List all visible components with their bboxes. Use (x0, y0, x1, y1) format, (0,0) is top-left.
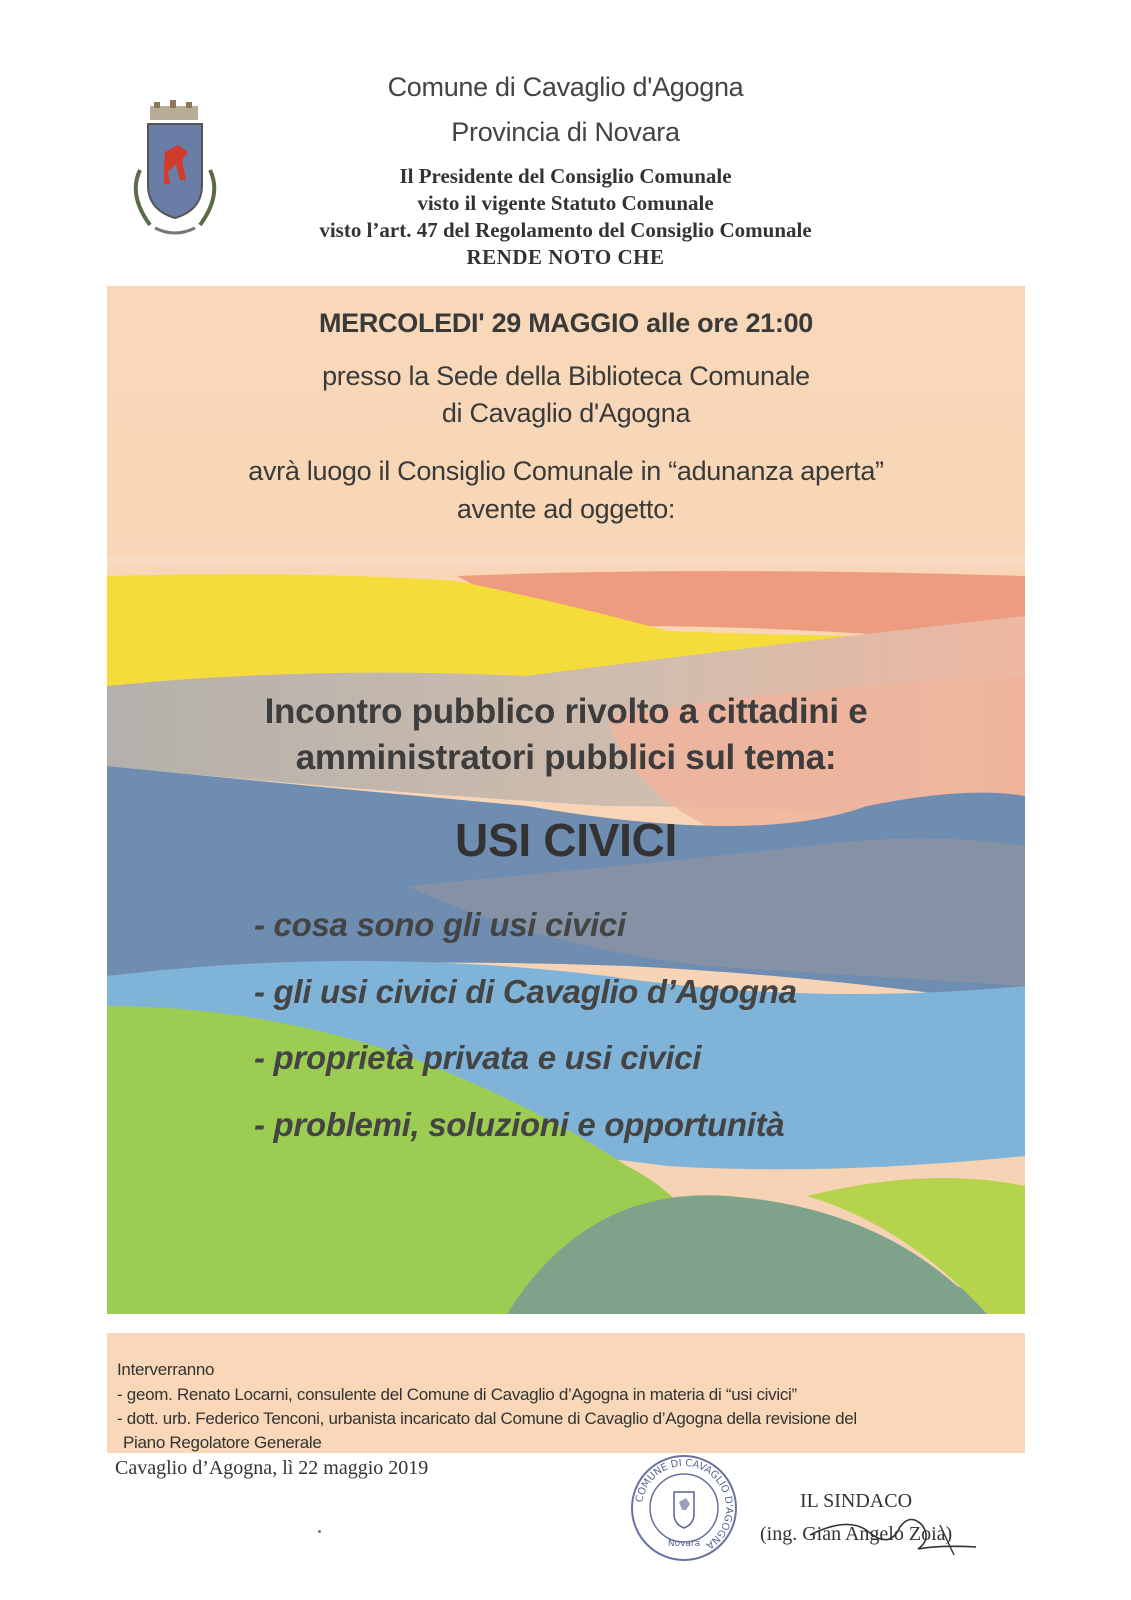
municipality-name: Comune di Cavaglio d'Agogna (387, 72, 744, 102)
banner-background (107, 286, 1025, 1314)
handwritten-signature (740, 1505, 980, 1565)
topic-point-4: - problemi, soluzioni e opportunità (254, 1106, 785, 1143)
header-line-statute: visto il vigente Statuto Comunale (417, 191, 714, 215)
province-name: Provincia di Novara (451, 117, 680, 147)
topic-intro-line-2: amministratori pubblici sul tema: (295, 738, 837, 777)
topic-intro-line-1: Incontro pubblico rivolto a cittadini e (264, 692, 868, 731)
header-line-president: Il Presidente del Consiglio Comunale (399, 164, 732, 188)
topic-title: USI CIVICI (455, 814, 677, 866)
topic-point-2: - gli usi civici di Cavaglio d’Agogna (254, 973, 797, 1010)
event-meeting-line-1: avrà luogo il Consiglio Comunale in “adunanza aperta” (248, 456, 884, 486)
speakers-box (107, 1333, 1025, 1453)
speakers-heading: Interverranno (117, 1360, 215, 1379)
svg-text:Novara: Novara (667, 1539, 701, 1549)
event-banner (107, 286, 1025, 1314)
signer-title: IL SINDACO (800, 1490, 913, 1512)
signer-name: (ing. Gian Angelo Zoia) (760, 1523, 953, 1545)
header-line-regulation: visto l’art. 47 del Regolamento del Consiglio Comunale (319, 218, 812, 242)
event-place-line-2: di Cavaglio d'Agogna (441, 398, 691, 428)
svg-text:COMUNE DI CAVAGLIO D'AGOGNA: COMUNE DI CAVAGLIO D'AGOGNA (634, 1457, 735, 1551)
municipal-stamp (628, 1452, 740, 1564)
header-line-announcement: RENDE NOTO CHE (466, 245, 665, 269)
topic-point-3: - proprietà privata e usi civici (254, 1039, 702, 1076)
scan-speck (318, 1530, 321, 1533)
event-meeting-line-2: avente ad oggetto: (456, 494, 676, 524)
event-place-line-1: presso la Sede della Biblioteca Comunale (322, 361, 810, 391)
dateline: Cavaglio d’Agogna, lì 22 maggio 2019 (115, 1457, 429, 1479)
speaker-item-continuation: Piano Regolatore Generale (123, 1433, 322, 1452)
event-date-time: MERCOLEDI' 29 MAGGIO alle ore 21:00 (318, 308, 814, 338)
topic-point-1: - cosa sono gli usi civici (254, 906, 626, 943)
speaker-item: - geom. Renato Locarni, consulente del Comune di Cavaglio d’Agogna in materia di “usi civici” (117, 1385, 797, 1404)
speaker-item: - dott. urb. Federico Tenconi, urbanista incaricato dal Comune di Cavaglio d’Agogna della revisione del (117, 1409, 857, 1428)
